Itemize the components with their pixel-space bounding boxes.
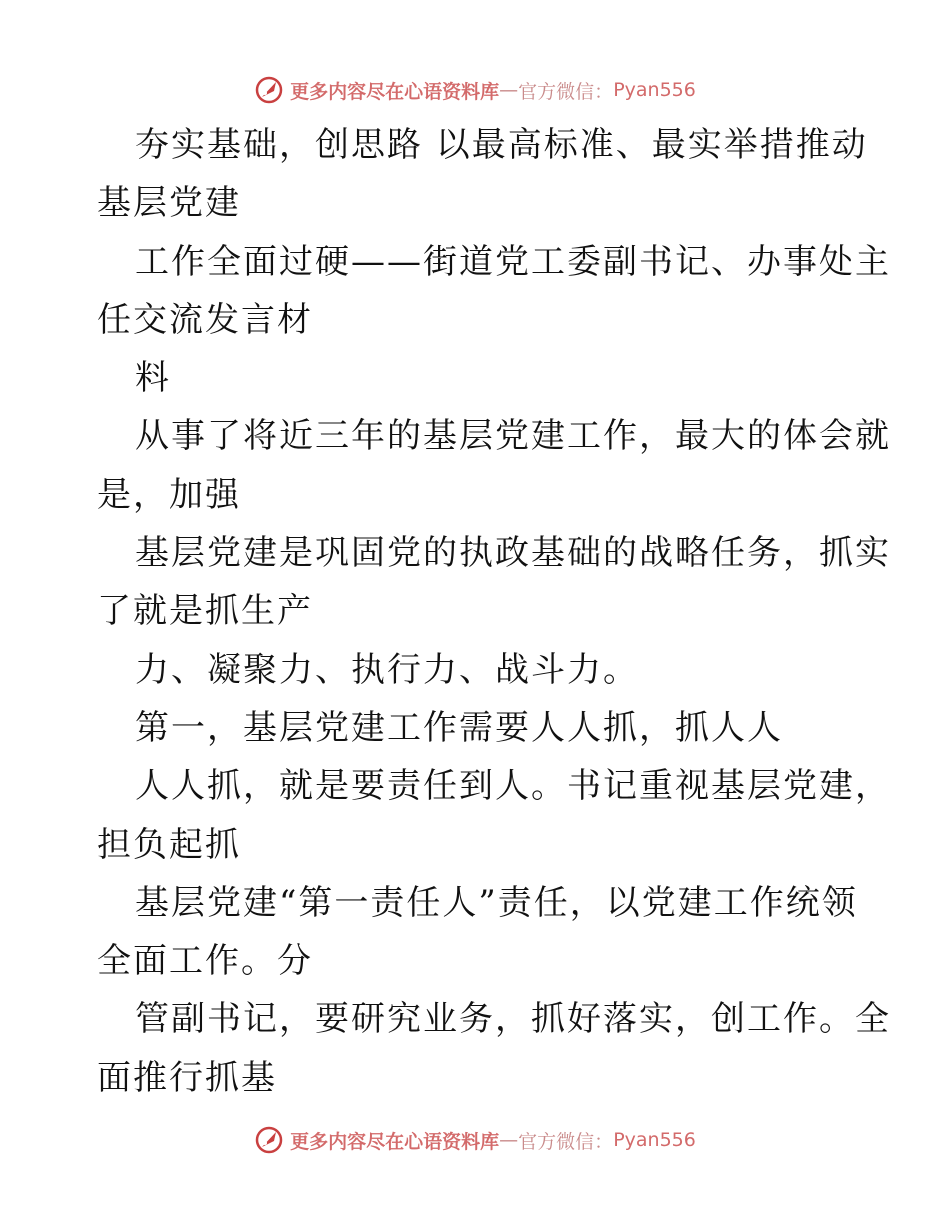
text-line: 是，加强 <box>97 474 241 515</box>
text-line: 工作全面过硬——街道党工委副书记、办事处主 <box>135 241 891 282</box>
document-body <box>97 116 891 1107</box>
watermark-main-text: 更多内容尽在心语资料库 <box>290 1130 500 1153</box>
watermark-side-text: 官方微信： <box>518 80 614 103</box>
text-line: 任交流发言材 <box>97 299 313 340</box>
text-line: 夯实基础，创思路 以最高标准、最实举措推动 <box>135 125 868 165</box>
text-line: 人人抓，就是要责任到人。书记重视基层党建， <box>135 766 891 807</box>
text-line: 第一，基层党建工作需要人人抓，抓人人 <box>135 707 783 748</box>
watermark-separator: — <box>499 79 519 101</box>
watermark-main-text: 更多内容尽在心语资料库 <box>290 80 500 103</box>
text-line: 面推行抓基 <box>97 1057 277 1098</box>
text-line: 担负起抓 <box>97 824 241 865</box>
text-line: 力、凝聚力、执行力、战斗力。 <box>135 649 639 690</box>
watermark-wechat-id: Pyan556 <box>613 79 696 101</box>
watermark-wechat-id: Pyan556 <box>613 1129 696 1151</box>
text-line: 管副书记，要研究业务，抓好落实，创工作。全 <box>135 999 891 1040</box>
text-line: 从事了将近三年的基层党建工作，最大的体会就 <box>135 416 891 457</box>
watermark-side-text: 官方微信： <box>518 1130 614 1153</box>
footer-watermark <box>0 1120 950 1160</box>
text-line: 全面工作。分 <box>97 941 313 982</box>
quill-logo-icon <box>254 75 284 105</box>
text-line: 基层党建“第一责任人”责任，以党建工作统领 <box>135 882 858 923</box>
text-line: 了就是抓生产 <box>97 591 313 632</box>
header-watermark <box>0 70 950 110</box>
text-line: 料 <box>135 358 171 399</box>
quill-logo-icon <box>254 1125 284 1155</box>
text-line: 基层党建 <box>97 183 241 224</box>
text-line: 基层党建是巩固党的执政基础的战略任务，抓实 <box>135 533 891 574</box>
watermark-separator: — <box>499 1129 519 1151</box>
